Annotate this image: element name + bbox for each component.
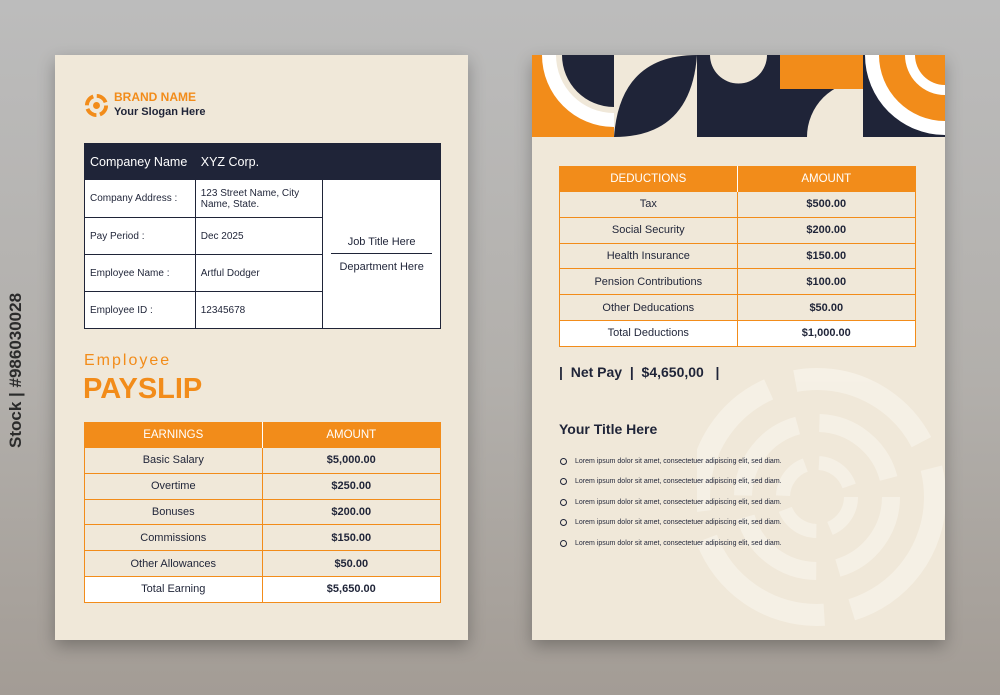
- total-row: [85, 576, 441, 602]
- list-item: [560, 472, 782, 493]
- deductions-header-row: [560, 167, 916, 192]
- list-item-text: Lorem ipsum dolor sit amet, consectetuer adipiscing elit, sed diam.: [575, 457, 782, 465]
- heading-employee: Employee: [84, 352, 172, 369]
- info-value: 123 Street Name, City Name, State.: [195, 180, 323, 218]
- earning-amount: $200.00: [262, 499, 440, 525]
- info-label: Employee Name :: [85, 255, 196, 292]
- list-item: [560, 492, 782, 513]
- header-empty-cell: [323, 144, 441, 180]
- amount-header: AMOUNT: [737, 167, 915, 192]
- brand-slogan: Your Slogan Here: [114, 106, 206, 118]
- deductions-table: [559, 166, 916, 347]
- list-item-text: Lorem ipsum dolor sit amet, consectetuer adipiscing elit, sed diam.: [575, 519, 782, 527]
- stock-id-label: Stock | #986030028: [6, 292, 25, 448]
- list-item-text: Lorem ipsum dolor sit amet, consectetuer adipiscing elit, sed diam.: [575, 498, 782, 506]
- table-row: [560, 217, 916, 243]
- department: Department Here: [339, 260, 424, 273]
- bullet-icon: [560, 540, 567, 547]
- deduction-amount: $50.00: [737, 295, 915, 321]
- total-earning-label: Total Earning: [85, 576, 263, 602]
- heading-payslip: PAYSLIP: [83, 373, 203, 405]
- bullet-icon: [560, 519, 567, 526]
- earning-label: Basic Salary: [85, 448, 263, 474]
- total-deductions-label: Total Deductions: [560, 320, 738, 346]
- company-name-value: XYZ Corp.: [195, 144, 323, 180]
- deductions-header: DEDUCTIONS: [560, 167, 738, 192]
- earnings-table: [84, 422, 441, 603]
- earning-label: Other Allowances: [85, 551, 263, 577]
- list-item-text: Lorem ipsum dolor sit amet, consectetuer adipiscing elit, sed diam.: [575, 539, 782, 547]
- earnings-header-row: [85, 423, 441, 448]
- info-value: 12345678: [195, 292, 323, 329]
- bullet-list: [560, 451, 782, 554]
- total-earning-amount: $5,650.00: [262, 576, 440, 602]
- deduction-label: Pension Contributions: [560, 269, 738, 295]
- target-logo-icon: [84, 93, 109, 118]
- info-value: Dec 2025: [195, 218, 323, 255]
- table-row: [560, 192, 916, 218]
- table-row: [85, 525, 441, 551]
- deduction-label: Health Insurance: [560, 243, 738, 269]
- total-deductions-amount: $1,000.00: [737, 320, 915, 346]
- net-pay-value: $4,650,00: [641, 364, 704, 380]
- geometric-header-pattern: [532, 55, 945, 137]
- info-label: Pay Period :: [85, 218, 196, 255]
- earning-amount: $150.00: [262, 525, 440, 551]
- bullet-icon: [560, 499, 567, 506]
- earnings-header: EARNINGS: [85, 423, 263, 448]
- brand-name: BRAND NAME: [114, 90, 196, 104]
- bullet-icon: [560, 478, 567, 485]
- list-item-text: Lorem ipsum dolor sit amet, consectetuer adipiscing elit, sed diam.: [575, 478, 782, 486]
- payslip-back-page: [532, 55, 945, 640]
- deduction-label: Social Security: [560, 217, 738, 243]
- deduction-label: Other Deducations: [560, 295, 738, 321]
- table-row: [85, 473, 441, 499]
- deduction-amount: $100.00: [737, 269, 915, 295]
- net-pay-label: Net Pay: [570, 364, 623, 380]
- earning-label: Bonuses: [85, 499, 263, 525]
- company-name-label: Companey Name: [85, 144, 196, 180]
- info-value: Artful Dodger: [195, 255, 323, 292]
- net-pay: | Net Pay | $4,650,00 |: [559, 364, 720, 380]
- earning-label: Commissions: [85, 525, 263, 551]
- info-label: Employee ID :: [85, 292, 196, 329]
- amount-header: AMOUNT: [262, 423, 440, 448]
- payslip-front-page: [55, 55, 468, 640]
- info-header-row: [85, 144, 441, 180]
- bullet-icon: [560, 458, 567, 465]
- total-row: [560, 320, 916, 346]
- job-title-cell: [323, 180, 441, 329]
- employee-info-table: [84, 143, 441, 329]
- table-row: [560, 295, 916, 321]
- deduction-amount: $150.00: [737, 243, 915, 269]
- job-title: Job Title Here: [331, 236, 432, 254]
- section-title: Your Title Here: [559, 421, 658, 437]
- deduction-amount: $200.00: [737, 217, 915, 243]
- table-row: [85, 448, 441, 474]
- earning-label: Overtime: [85, 473, 263, 499]
- deduction-label: Tax: [560, 192, 738, 218]
- info-label: Company Address :: [85, 180, 196, 218]
- brand-block: [84, 90, 205, 120]
- table-row: [85, 551, 441, 577]
- table-row: [560, 243, 916, 269]
- list-item: [560, 533, 782, 554]
- list-item: [560, 451, 782, 472]
- info-row: [85, 180, 441, 218]
- list-item: [560, 513, 782, 534]
- earning-amount: $5,000.00: [262, 448, 440, 474]
- earning-amount: $250.00: [262, 473, 440, 499]
- table-row: [85, 499, 441, 525]
- deduction-amount: $500.00: [737, 192, 915, 218]
- table-row: [560, 269, 916, 295]
- earning-amount: $50.00: [262, 551, 440, 577]
